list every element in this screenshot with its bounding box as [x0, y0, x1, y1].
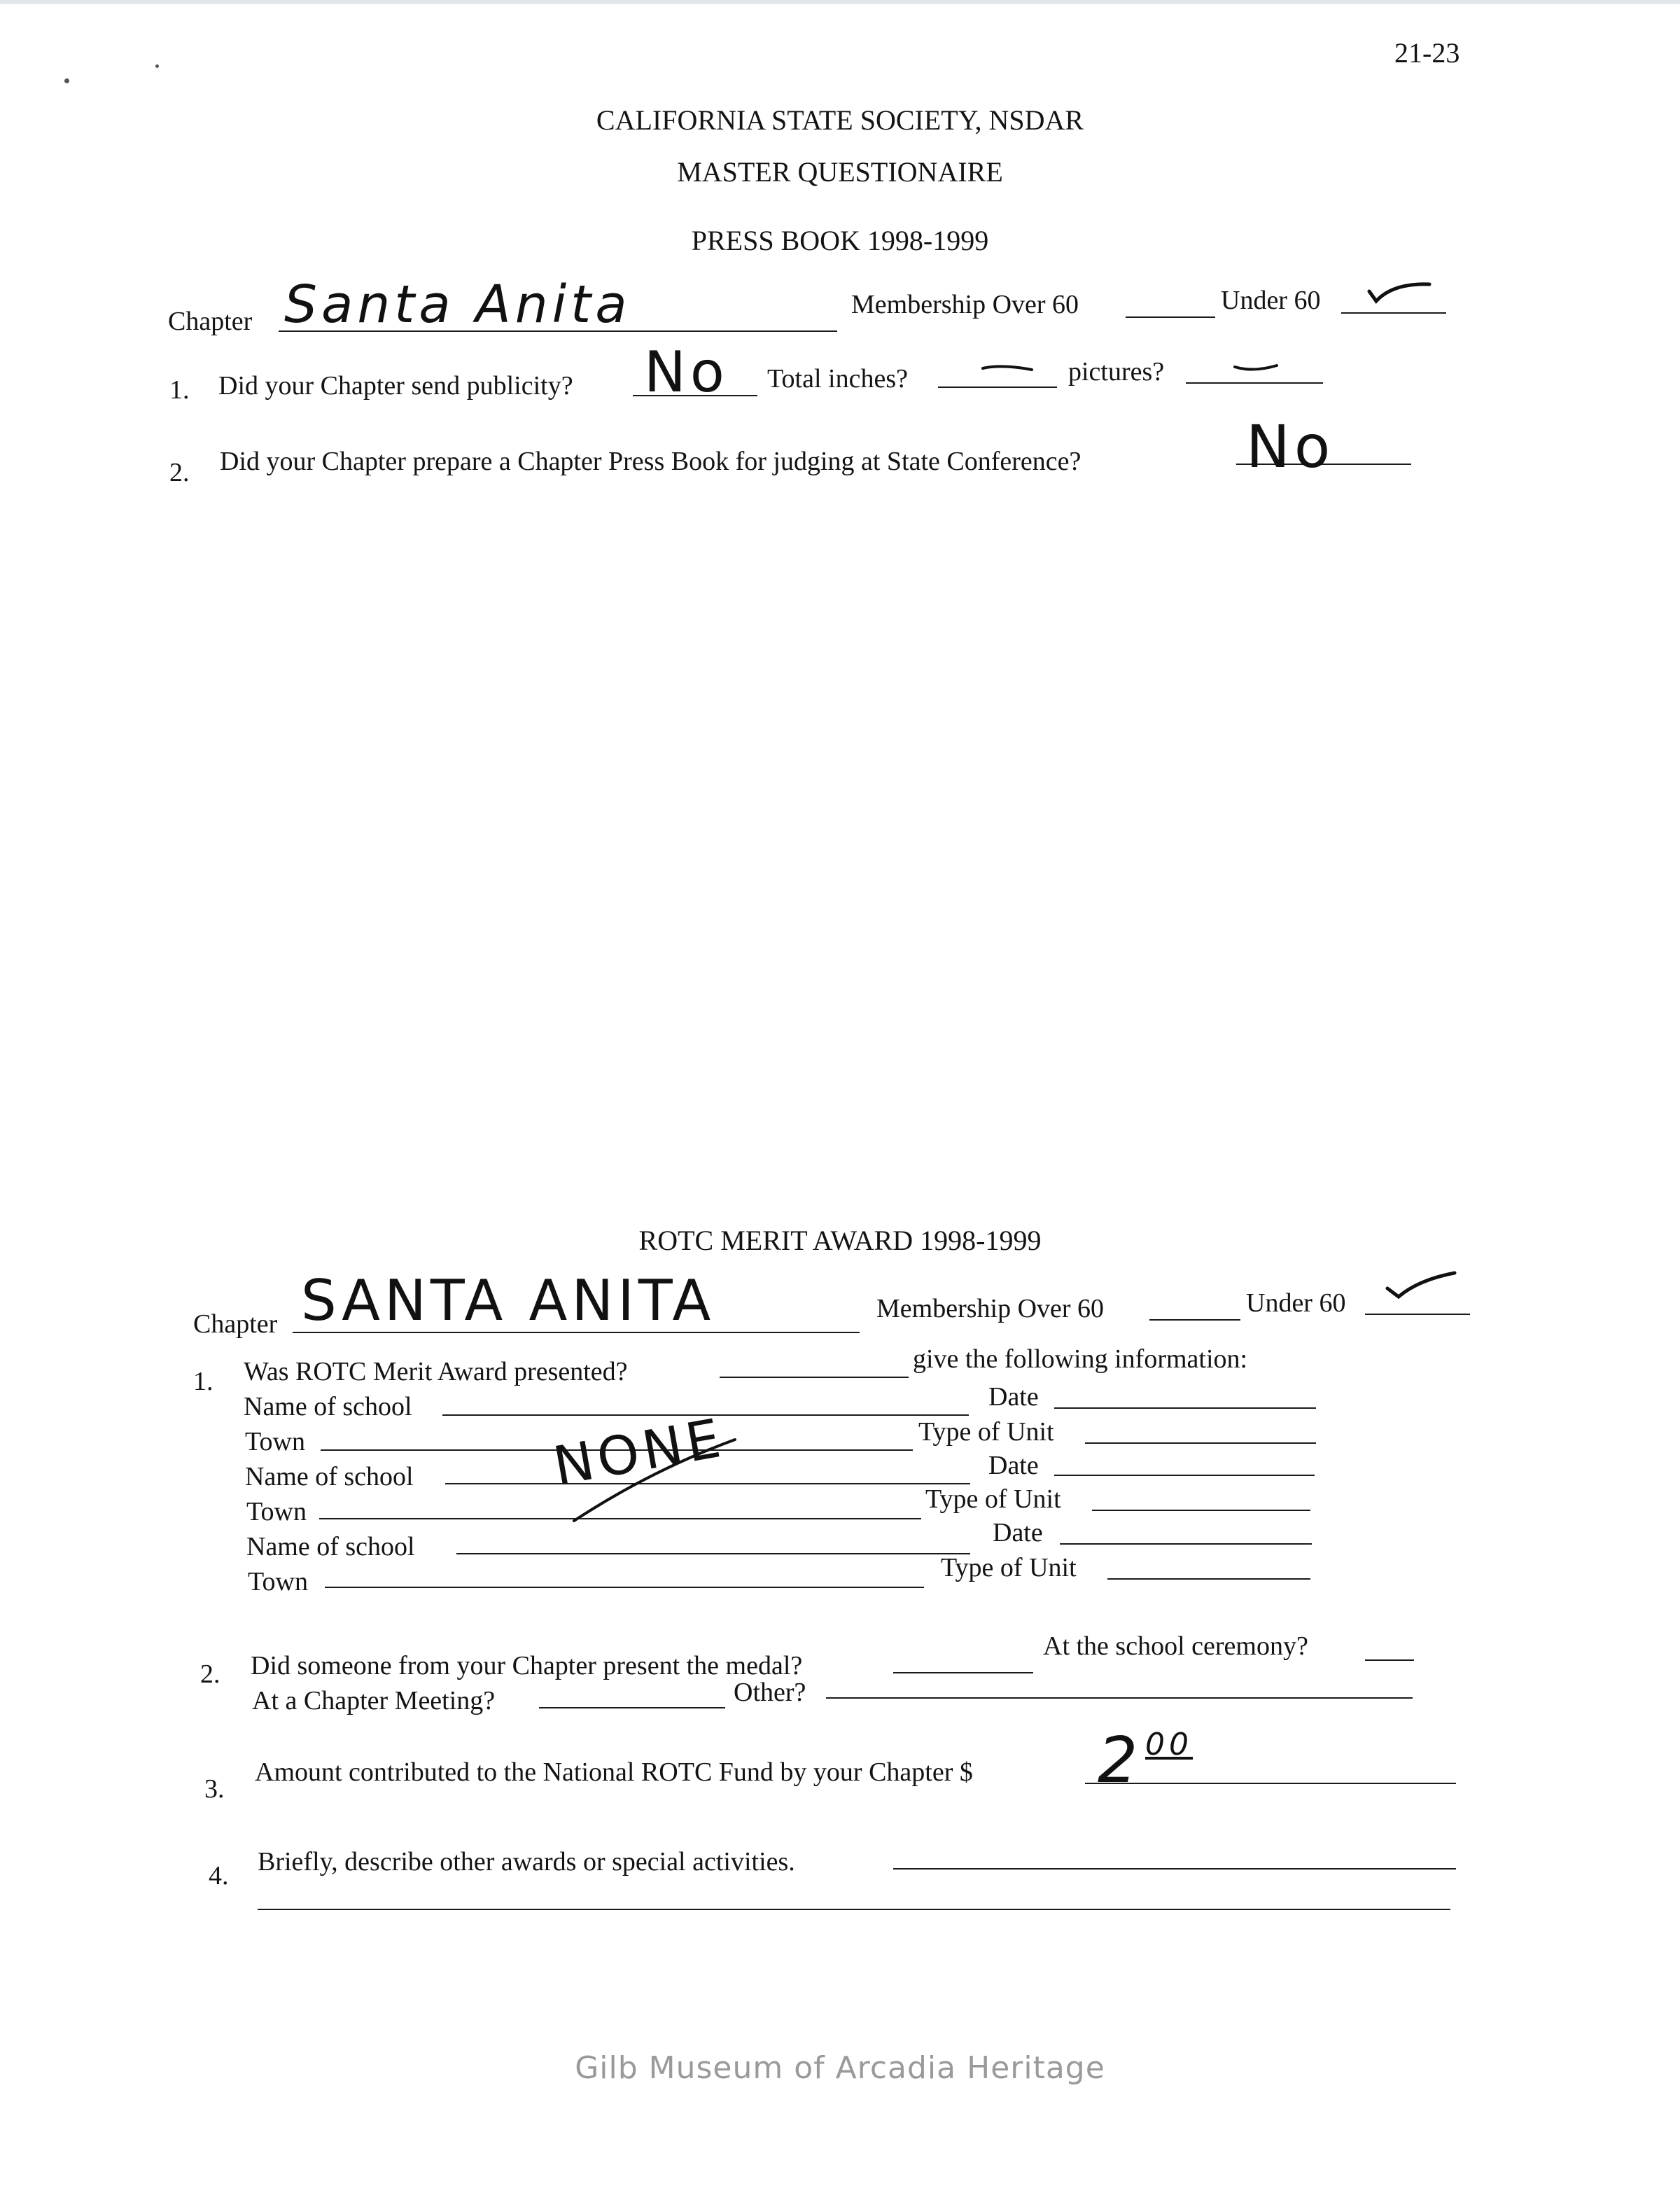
rotc-q4-number: 4.: [209, 1861, 229, 1891]
other-label: Other?: [734, 1678, 806, 1707]
press-q2-text: Did your Chapter prepare a Chapter Press Book for judging at State Conference?: [220, 447, 1082, 476]
date-3-line: [1060, 1543, 1312, 1545]
press-q2-number: 2.: [169, 458, 190, 487]
rotc-q2-number: 2.: [200, 1659, 220, 1689]
total-inches-line: [938, 387, 1057, 388]
society-heading: CALIFORNIA STATE SOCIETY, NSDAR: [596, 104, 1084, 136]
total-inches-label: Total inches?: [767, 364, 908, 394]
rotc-q3-number: 3.: [204, 1774, 225, 1804]
date-2-label: Date: [988, 1451, 1039, 1480]
rotc-chapter-label: Chapter: [193, 1309, 278, 1339]
date-3-label: Date: [993, 1518, 1043, 1547]
town-1-label: Town: [245, 1427, 306, 1456]
q4-line-2: [258, 1909, 1450, 1910]
chapter-meeting-line: [539, 1707, 725, 1708]
dash-mark: [980, 361, 1036, 375]
scan-top-edge: [0, 0, 1680, 4]
date-2-line: [1054, 1475, 1315, 1476]
amount-handwriting: 2: [1098, 1724, 1142, 1797]
rotc-q2-answer-line: [893, 1672, 1033, 1673]
rotc-under60-line: [1365, 1314, 1470, 1315]
rotc-q1-answer-line: [720, 1377, 909, 1378]
rotc-under60-label: Under 60: [1246, 1288, 1346, 1318]
rotc-q3-text: Amount contributed to the National ROTC Fund by your Chapter $: [255, 1757, 973, 1787]
scan-speck: [155, 64, 159, 68]
press-q2-handwriting: No: [1246, 412, 1335, 481]
none-handwriting: NONE: [549, 1406, 729, 1498]
checkmark-icon: [1383, 1269, 1460, 1304]
press-over60-line: [1126, 316, 1215, 318]
date-1-line: [1054, 1407, 1316, 1409]
scan-speck: [64, 78, 69, 83]
press-membership-label: Membership Over 60: [851, 290, 1079, 319]
rotc-q4-text: Briefly, describe other awards or special activities.: [258, 1847, 795, 1877]
school-ceremony-label: At the school ceremony?: [1043, 1631, 1308, 1661]
rotc-membership-label: Membership Over 60: [876, 1294, 1105, 1323]
town-2-label: Town: [246, 1497, 307, 1526]
pictures-line: [1186, 382, 1323, 384]
school-1-label: Name of school: [244, 1392, 412, 1421]
press-q1-number: 1.: [169, 375, 190, 405]
unit-3-label: Type of Unit: [941, 1553, 1077, 1582]
town-3-line: [325, 1587, 924, 1588]
press-q1-handwriting: No: [644, 340, 729, 405]
checkmark-icon: [1365, 277, 1435, 308]
chapter-meeting-label: At a Chapter Meeting?: [252, 1686, 496, 1715]
press-under60-label: Under 60: [1221, 286, 1321, 315]
rotc-title: ROTC MERIT AWARD 1998-1999: [638, 1225, 1042, 1256]
dash-mark: [1232, 361, 1281, 375]
rotc-q2-text: Did someone from your Chapter present the medal?: [251, 1651, 803, 1680]
date-1-label: Date: [988, 1382, 1039, 1412]
strike-line: [546, 1435, 742, 1526]
school-2-label: Name of school: [245, 1462, 414, 1491]
unit-1-line: [1085, 1442, 1316, 1444]
unit-2-label: Type of Unit: [925, 1484, 1061, 1514]
other-line: [826, 1697, 1413, 1699]
press-chapter-label: Chapter: [168, 307, 253, 336]
unit-2-line: [1092, 1510, 1310, 1511]
school-3-line: [456, 1553, 970, 1554]
school-3-label: Name of school: [246, 1532, 415, 1561]
press-q1-text: Did your Chapter send publicity?: [218, 371, 573, 401]
rotc-q1-number: 1.: [193, 1367, 214, 1396]
unit-3-line: [1107, 1578, 1310, 1580]
unit-1-label: Type of Unit: [918, 1417, 1054, 1447]
watermark: Gilb Museum of Arcadia Heritage: [575, 2050, 1105, 2086]
page-number: 21-23: [1394, 37, 1460, 69]
press-under60-line: [1341, 312, 1446, 314]
form-heading: MASTER QUESTIONAIRE: [677, 156, 1003, 188]
q4-line-1: [893, 1868, 1456, 1870]
town-3-label: Town: [248, 1567, 309, 1596]
rotc-q1-text: Was ROTC Merit Award presented?: [244, 1357, 628, 1386]
amount-cents-handwriting: 00: [1145, 1727, 1193, 1762]
press-book-title: PRESS BOOK 1998-1999: [691, 225, 989, 256]
rotc-chapter-handwriting: SANTA ANITA: [301, 1268, 715, 1333]
rotc-over60-line: [1149, 1319, 1240, 1321]
press-chapter-handwriting: Santa Anita: [284, 274, 631, 335]
pictures-label: pictures?: [1068, 357, 1165, 387]
rotc-q1-followup: give the following information:: [913, 1344, 1248, 1374]
school-ceremony-line: [1365, 1659, 1414, 1661]
